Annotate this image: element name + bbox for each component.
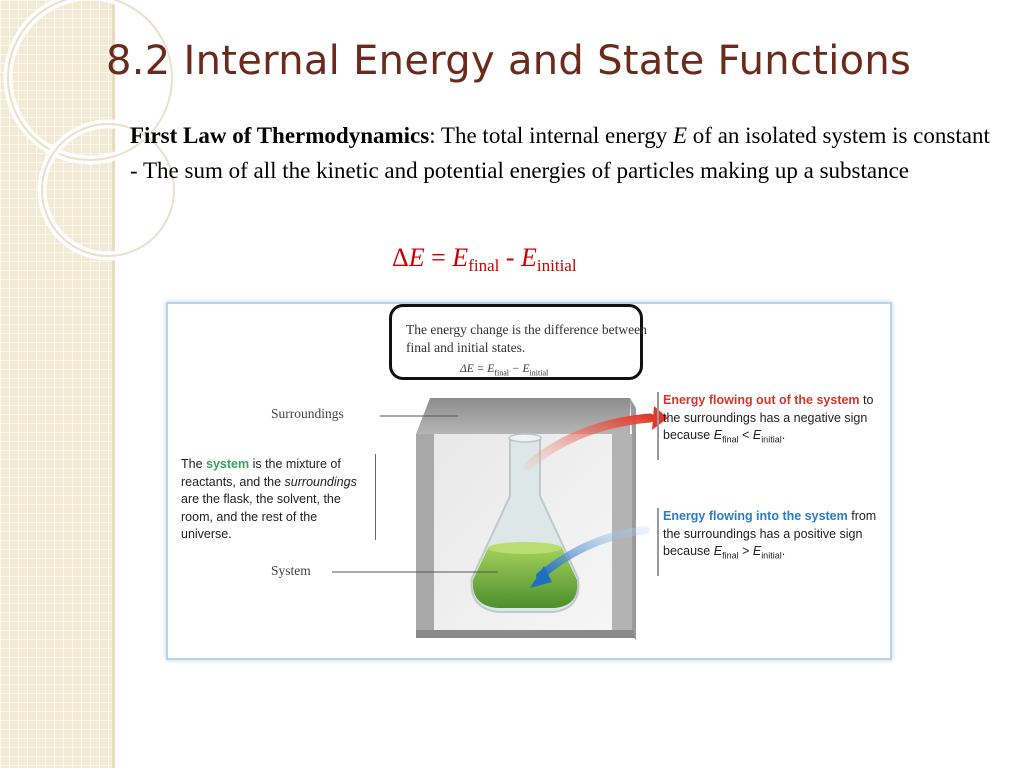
- sub-point: - The sum of all the kinetic and potential energies of particles making up a substance: [130, 158, 910, 183]
- system-desc-surroundings-word: surroundings: [284, 474, 357, 489]
- in-description-bar: [657, 508, 659, 576]
- out-description-bar: [657, 392, 659, 460]
- out-desc-s1: final: [722, 434, 739, 445]
- delta-e-equation: [392, 243, 577, 276]
- energy-out-description: [663, 392, 893, 449]
- system-desc-system-word: system: [206, 457, 250, 471]
- callout-eq-final-sub: final: [494, 368, 509, 378]
- law-colon: :: [429, 123, 436, 148]
- callout-eq-e-final: E: [487, 363, 495, 375]
- callout-text: The energy change is the difference between final and initial states.: [406, 322, 647, 355]
- eq-minus: -: [499, 243, 522, 272]
- law-var: E: [672, 123, 688, 148]
- eq-e-final: E: [452, 243, 469, 272]
- in-desc-s1: final: [722, 550, 739, 561]
- surroundings-label: Surroundings: [271, 406, 344, 421]
- out-desc-end: .: [781, 428, 786, 442]
- callout-eq-var: E: [466, 363, 474, 375]
- in-desc-t1: from the surroundings has a positive sign because: [663, 509, 877, 558]
- energy-in-description: [663, 508, 893, 565]
- box-floor: [416, 630, 634, 638]
- out-desc-e1: E: [713, 428, 723, 442]
- callout-eq-equals: =: [473, 363, 488, 375]
- out-desc-t1: to the surroundings has a negative sign because: [663, 393, 874, 442]
- energy-change-callout: [389, 304, 647, 380]
- law-text-2: of an isolated system is constant: [687, 123, 990, 148]
- system-description-bar: [375, 454, 376, 540]
- system-label: System: [271, 563, 311, 578]
- callout-equation: [460, 363, 548, 377]
- law-term: First Law of Thermodynamics: [130, 123, 430, 148]
- callout-eq-initial-sub: initial: [529, 368, 549, 378]
- eq-final-sub: final: [468, 256, 500, 275]
- in-desc-s2: initial: [761, 550, 782, 561]
- system-desc-t3: are the flask, the solvent, the room, and the rest of the universe.: [181, 492, 341, 541]
- callout-eq-delta: Δ: [460, 363, 467, 375]
- in-desc-op: >: [738, 544, 753, 558]
- in-desc-e2: E: [752, 544, 762, 558]
- callout-eq-minus: −: [509, 363, 523, 375]
- callout-eq-e-initial: E: [522, 363, 530, 375]
- box-left-wall: [416, 434, 434, 636]
- energy-flow-figure: [166, 302, 892, 660]
- eq-e-initial: E: [521, 243, 537, 272]
- out-desc-s2: initial: [761, 434, 782, 445]
- in-desc-end: .: [781, 544, 786, 558]
- liquid-surface: [488, 542, 562, 554]
- slide-title: 8.2 Internal Energy and State Functions: [106, 38, 912, 84]
- eq-initial-sub: initial: [536, 256, 577, 275]
- body-text: [130, 118, 1000, 188]
- eq-var: E: [408, 243, 425, 272]
- out-desc-e2: E: [752, 428, 762, 442]
- system-desc-t2: is the mixture of reactants, and the: [181, 457, 341, 489]
- out-desc-op: <: [738, 428, 753, 442]
- out-desc-heading: Energy flowing out of the system: [663, 393, 860, 407]
- system-desc-t1: The: [181, 457, 207, 471]
- eq-delta: Δ: [392, 243, 409, 272]
- flask-rim: [509, 434, 541, 442]
- eq-equals: =: [424, 243, 453, 272]
- in-desc-e1: E: [713, 544, 723, 558]
- in-desc-heading: Energy flowing into the system: [663, 509, 848, 523]
- system-description: [181, 456, 371, 544]
- law-text-1: The total internal energy: [435, 123, 673, 148]
